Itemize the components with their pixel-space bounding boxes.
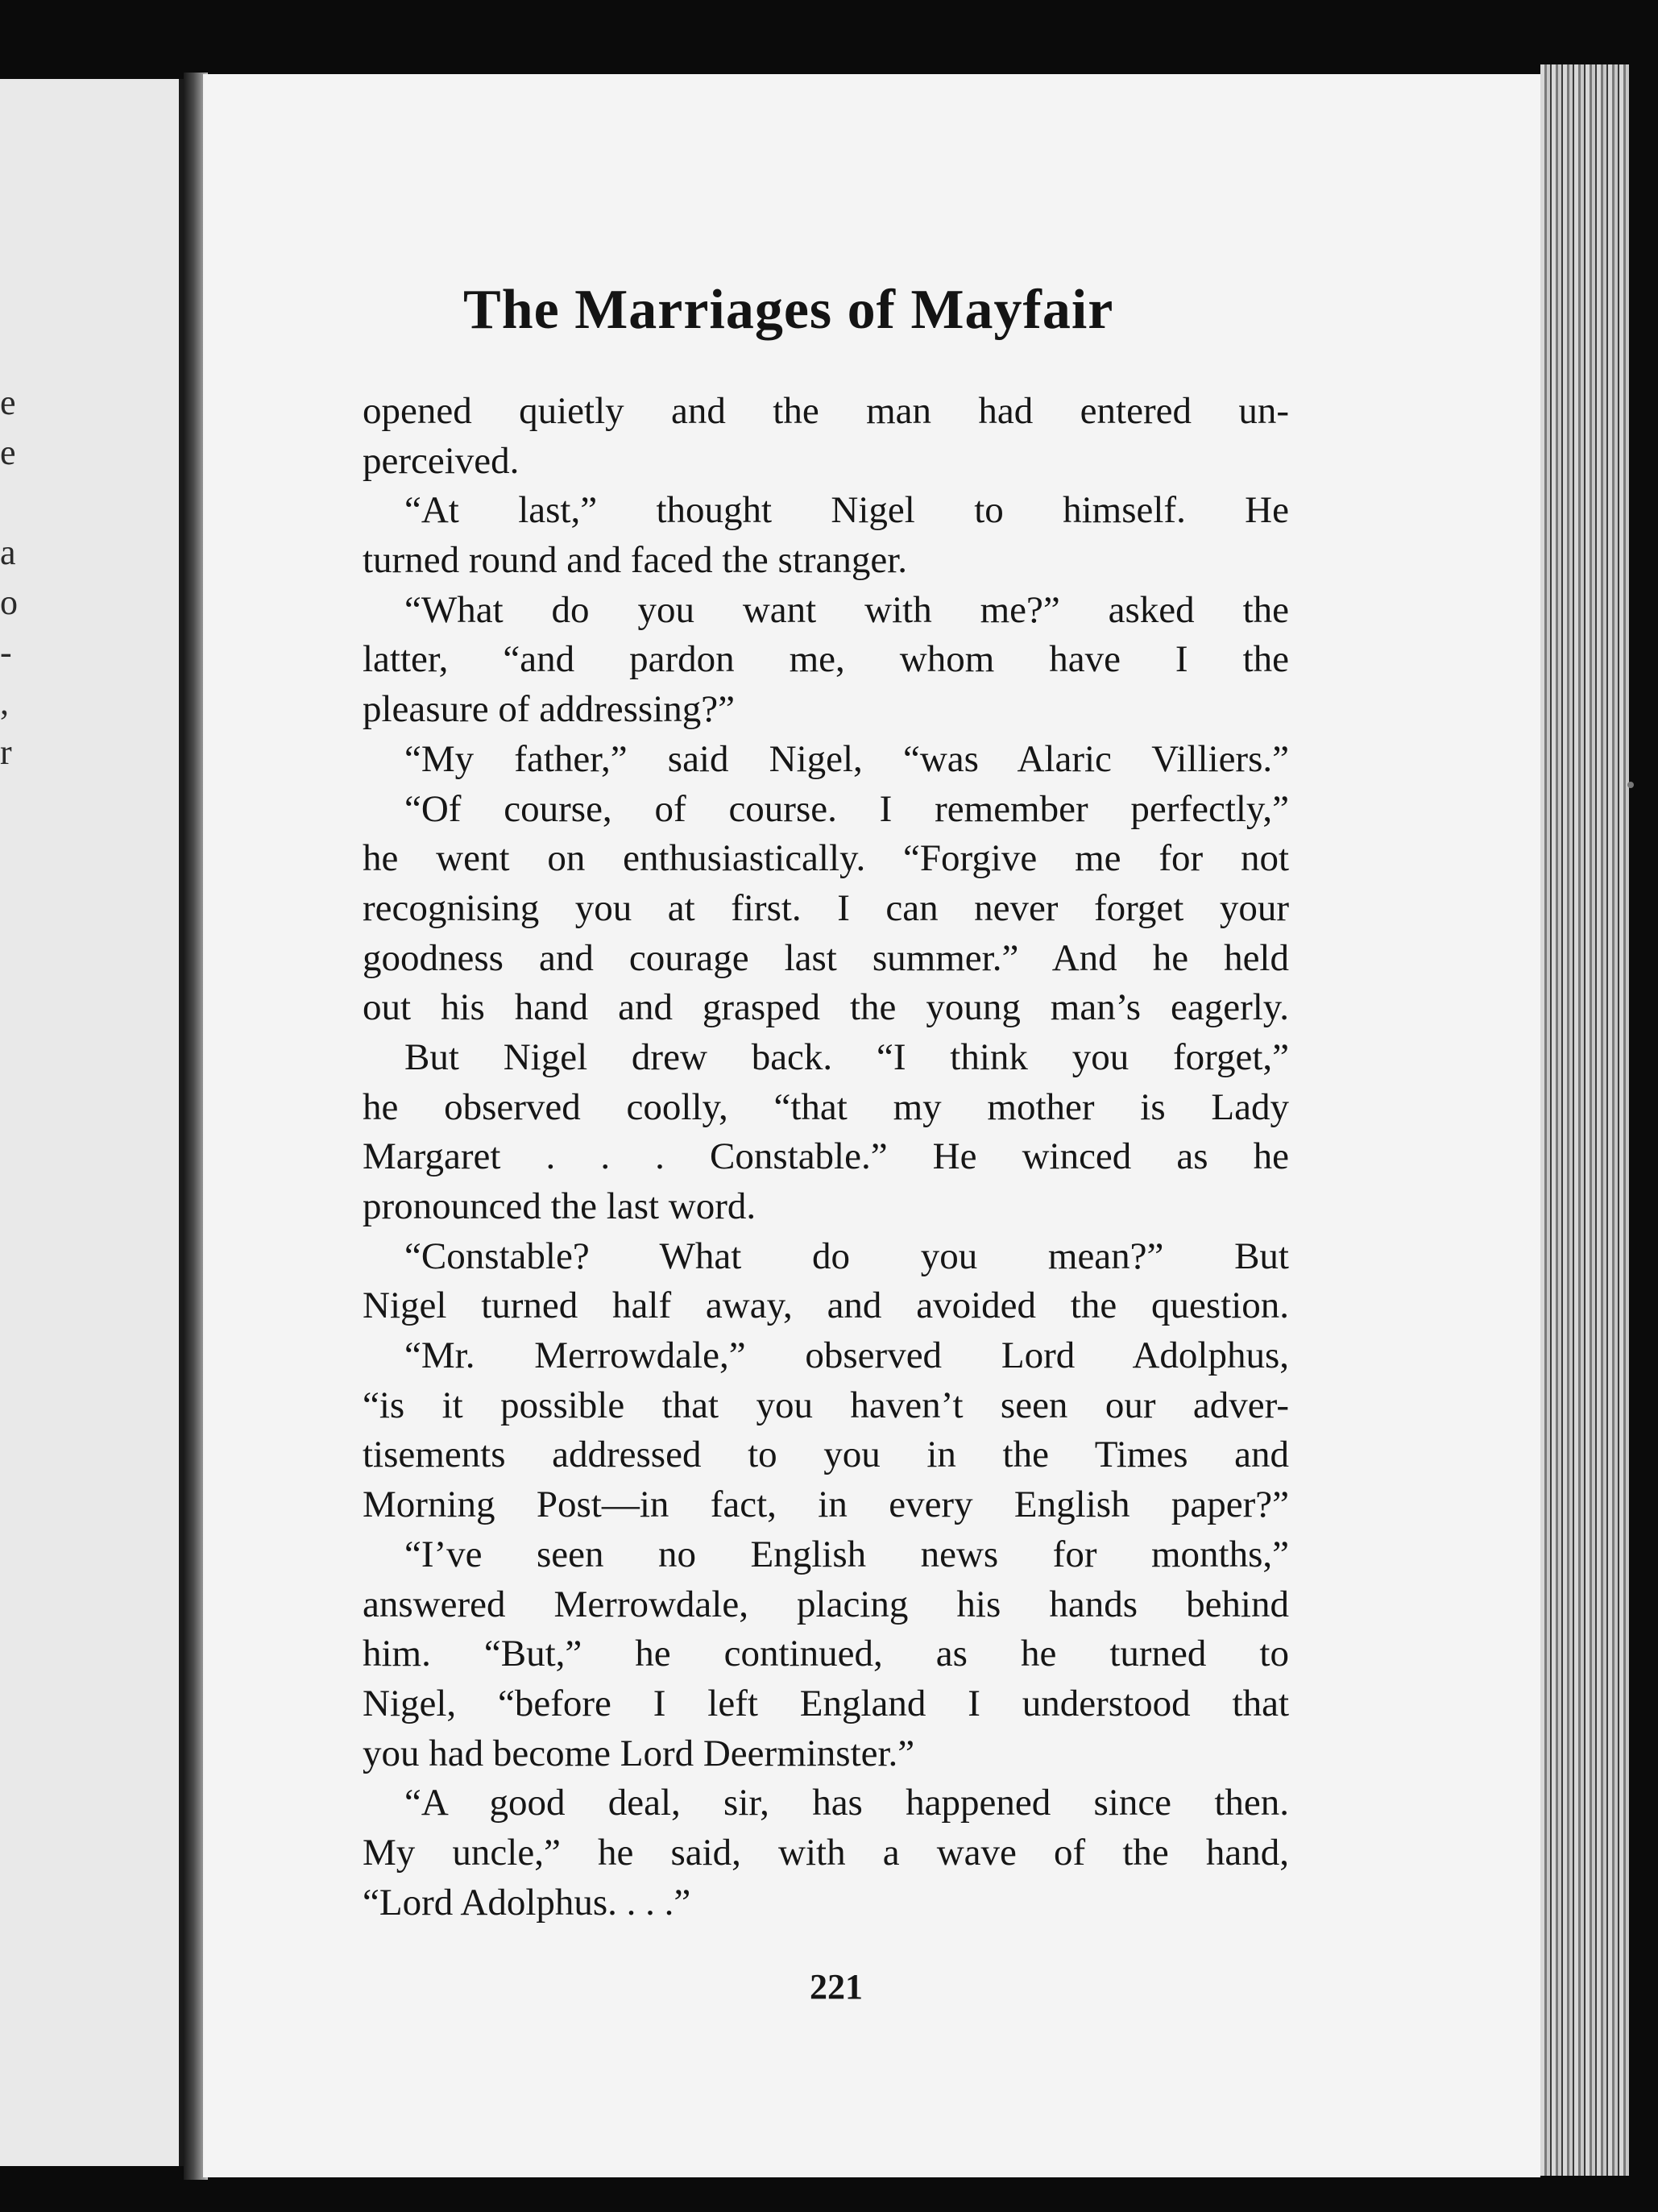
text-line: tisements addressed to you in the Times and <box>363 1434 1289 1476</box>
text-line: answered Merrowdale, placing his hands behind <box>363 1583 1289 1625</box>
text-line: Nigel turned half away, and avoided the question. <box>363 1284 1289 1327</box>
text-line: “A good deal, sir, has happened since then. <box>404 1782 1289 1824</box>
text-line: pleasure of addressing?” <box>363 688 735 731</box>
text-line: Morning Post—in fact, in every English paper?” <box>363 1484 1289 1526</box>
text-line: pronounced the last word. <box>363 1185 756 1227</box>
edge-mark <box>1627 782 1634 788</box>
text-line: “Mr. Merrowdale,” observed Lord Adolphus, <box>404 1334 1289 1377</box>
text-line: him. “But,” he continued, as he turned to <box>363 1633 1289 1675</box>
text-line: “Of course, of course. I remember perfectly,” <box>404 787 1289 830</box>
page-number: 221 <box>810 1967 863 2007</box>
text-line: “My father,” said Nigel, “was Alaric Villiers.” <box>404 737 1289 780</box>
left-page-fragment: e <box>0 385 16 421</box>
text-line: opened quietly and the man had entered un- <box>363 390 1289 432</box>
text-line: “Lord Adolphus. . . .” <box>363 1881 691 1924</box>
text-line: But Nigel drew back. “I think you forget,” <box>404 1035 1289 1078</box>
text-line: turned round and faced the stranger. <box>363 539 908 582</box>
left-page-fragment: e <box>0 435 16 471</box>
text-line: Nigel, “before I left England I understood that <box>363 1682 1289 1724</box>
left-page-fragment: o <box>0 585 18 620</box>
text-line: “is it possible that you haven’t seen our adver- <box>363 1384 1289 1426</box>
text-line: My uncle,” he said, with a wave of the hand, <box>363 1831 1289 1874</box>
text-line: latter, “and pardon me, whom have I the <box>363 638 1289 681</box>
left-page-fragment: r <box>0 735 12 770</box>
text-line: “Constable? What do you mean?” But <box>404 1235 1289 1277</box>
text-line: Margaret . . . Constable.” He winced as he <box>363 1135 1289 1178</box>
body-text <box>363 387 1289 1928</box>
text-line: recognising you at first. I can never forget your <box>363 886 1289 929</box>
text-line: “What do you want with me?” asked the <box>404 588 1289 631</box>
text-line: “At last,” thought Nigel to himself. He <box>404 489 1289 532</box>
page-edges <box>1540 64 1629 2176</box>
text-line: “I’ve seen no English news for months,” <box>404 1533 1289 1575</box>
running-head: The Marriages of Mayfair <box>463 279 1114 341</box>
left-page-fragment: , <box>0 685 9 720</box>
left-page-fragment: - <box>0 635 12 670</box>
text-line: he went on enthusiastically. “Forgive me for not <box>363 837 1289 880</box>
text-line: goodness and courage last summer.” And he held <box>363 936 1289 979</box>
text-line: out his hand and grasped the young man’s eagerly. <box>363 986 1289 1029</box>
text-line: you had become Lord Deerminster.” <box>363 1732 915 1774</box>
left-page <box>0 79 187 2166</box>
left-page-fragment: a <box>0 535 16 571</box>
text-line: he observed coolly, “that my mother is Lady <box>363 1085 1289 1128</box>
text-line: perceived. <box>363 439 520 482</box>
